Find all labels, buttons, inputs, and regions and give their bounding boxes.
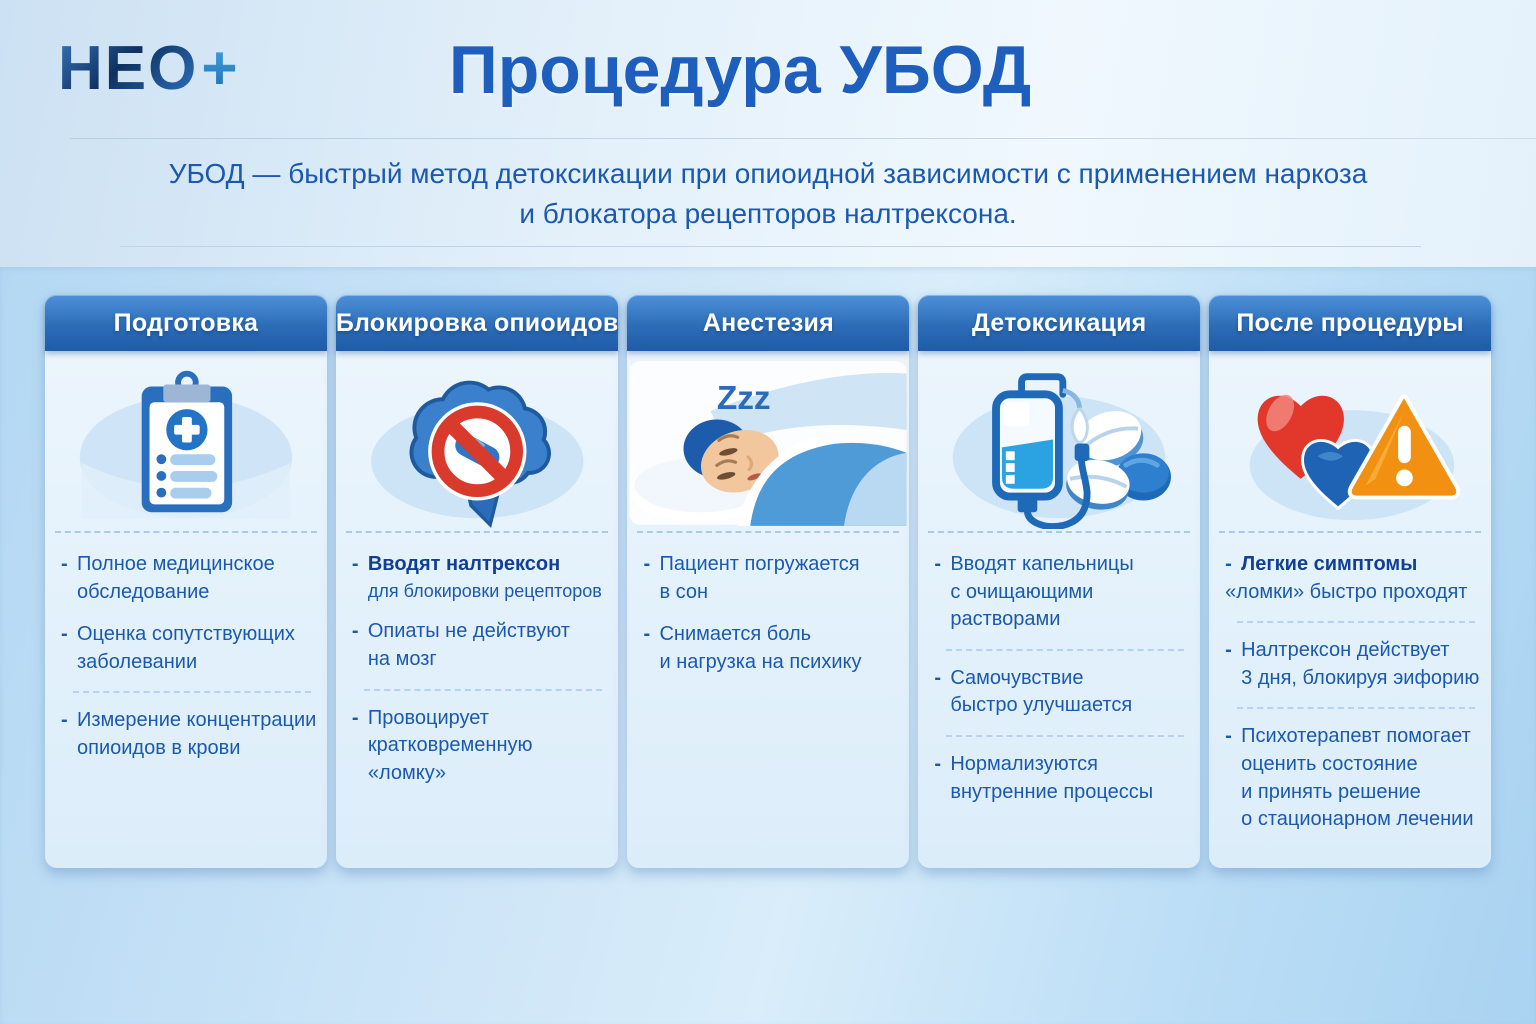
text-line: заболевании bbox=[77, 650, 198, 673]
logo-plus-icon: + bbox=[201, 34, 240, 103]
bullet-dash: - bbox=[934, 553, 941, 575]
step-card bbox=[1209, 295, 1491, 868]
bullet-dash: - bbox=[643, 623, 651, 646]
list-item-text bbox=[368, 618, 570, 673]
text-line: Вводят капельницы bbox=[950, 553, 1134, 575]
brain-no-opioids-icon bbox=[336, 351, 619, 529]
text-line: кратковременную bbox=[367, 734, 533, 757]
bullet-dash: - bbox=[1225, 725, 1232, 748]
bullet-dash: - bbox=[61, 709, 68, 732]
text-line: Нормализуются bbox=[950, 752, 1099, 775]
list-item-text bbox=[1241, 723, 1473, 833]
step-title: Блокировка опиоидов bbox=[335, 308, 619, 337]
content-section bbox=[0, 267, 1536, 1024]
step-details bbox=[45, 533, 327, 763]
list-item bbox=[352, 618, 611, 673]
hearts-warning-icon bbox=[1209, 351, 1491, 529]
step-details bbox=[627, 533, 909, 676]
step-details bbox=[1209, 533, 1491, 834]
list-item-text bbox=[77, 707, 316, 762]
text-line: 3 дня, блокируя эифорию bbox=[1241, 666, 1480, 689]
text-line: оценить состояние bbox=[1241, 752, 1418, 775]
step-card bbox=[45, 295, 327, 868]
step-details bbox=[918, 533, 1200, 806]
list-item bbox=[61, 551, 319, 606]
text-line: опиоидов в крови bbox=[77, 736, 241, 759]
list-item bbox=[934, 551, 1192, 634]
list-item-text bbox=[659, 551, 859, 606]
list-item-text bbox=[1225, 551, 1468, 606]
dashed-divider bbox=[1237, 621, 1475, 623]
list-item-text bbox=[950, 665, 1132, 720]
text-line: Легкие симптомы bbox=[1241, 553, 1418, 575]
divider-line bbox=[70, 138, 1536, 139]
step-card bbox=[336, 295, 619, 868]
step-header bbox=[1209, 295, 1491, 351]
list-item bbox=[643, 621, 901, 676]
header-section bbox=[0, 0, 1536, 267]
page-title: Процедура УБОД bbox=[448, 32, 1032, 108]
text-line: внутренние процессы bbox=[950, 780, 1154, 803]
text-line: «ломку» bbox=[367, 761, 447, 784]
step-header bbox=[918, 295, 1200, 351]
bullet-dash: - bbox=[934, 666, 941, 689]
iv-drip-pills-icon bbox=[918, 351, 1200, 529]
text-line: Налтрексон действует bbox=[1241, 639, 1450, 662]
bullet-dash: - bbox=[61, 623, 68, 646]
bullet-dash: - bbox=[351, 620, 359, 643]
step-title: После процедуры bbox=[1236, 308, 1464, 337]
text-line: Опиаты не действуют bbox=[367, 620, 570, 643]
dashed-divider bbox=[1237, 707, 1475, 709]
divider-line bbox=[120, 246, 1421, 247]
subtitle bbox=[0, 154, 1536, 234]
text-line: Полное медицинское bbox=[77, 553, 275, 575]
text-line: Психотерапевт помогает bbox=[1241, 725, 1471, 748]
step-header bbox=[627, 295, 909, 351]
text-line: для блокировки рецепторов bbox=[367, 580, 602, 601]
list-item-text bbox=[368, 705, 533, 788]
list-item bbox=[1225, 637, 1483, 692]
text-line: Оценка сопутствующих bbox=[77, 623, 295, 646]
text-line: на мозг bbox=[367, 648, 437, 671]
step-card bbox=[627, 295, 909, 868]
process-steps bbox=[0, 267, 1536, 868]
list-item bbox=[1225, 723, 1483, 833]
list-item bbox=[61, 707, 319, 762]
dashed-divider bbox=[946, 649, 1184, 651]
list-item bbox=[61, 621, 319, 676]
dashed-divider bbox=[73, 691, 311, 693]
step-card bbox=[918, 295, 1200, 868]
list-item-text bbox=[368, 551, 602, 603]
bullet-dash: - bbox=[934, 752, 941, 775]
list-item-text bbox=[77, 551, 275, 606]
step-title: Анестезия bbox=[702, 308, 834, 337]
list-item bbox=[352, 705, 611, 788]
list-item bbox=[643, 551, 901, 606]
text-line: обследование bbox=[77, 580, 210, 603]
text-line: Вводят налтрексон bbox=[367, 553, 561, 575]
bullet-dash: - bbox=[351, 706, 359, 729]
list-item-text bbox=[77, 621, 295, 676]
bullet-dash: - bbox=[1225, 553, 1232, 575]
bullet-dash: - bbox=[61, 553, 68, 575]
list-item bbox=[934, 665, 1192, 720]
dashed-divider bbox=[364, 689, 603, 691]
text-line: Самочувствие bbox=[950, 666, 1084, 689]
subtitle-line: и блокатора рецепторов налтрексона. bbox=[519, 198, 1017, 229]
subtitle-line: УБОД — быстрый метод детоксикации при опиоидной зависимости с применением наркоза bbox=[168, 158, 1368, 189]
clipboard-medical-icon bbox=[45, 357, 327, 529]
list-item-text bbox=[950, 551, 1133, 634]
list-item-text bbox=[950, 751, 1153, 806]
list-item-text bbox=[659, 621, 861, 676]
list-item bbox=[1225, 551, 1483, 606]
bullet-dash: - bbox=[643, 553, 651, 575]
step-header bbox=[336, 295, 619, 351]
sleeping-patient-icon bbox=[627, 351, 909, 529]
text-line: быстро улучшается bbox=[950, 694, 1133, 717]
step-title: Подготовка bbox=[113, 308, 259, 337]
dashed-divider bbox=[946, 735, 1184, 737]
iv-drip-pills-icon bbox=[918, 357, 1200, 529]
list-item-text bbox=[1241, 637, 1479, 692]
text-line: Провоцирует bbox=[367, 706, 489, 729]
step-title: Детоксикация bbox=[972, 308, 1147, 337]
text-line: о стационарном лечении bbox=[1241, 808, 1474, 831]
bullet-dash: - bbox=[351, 553, 359, 575]
logo-text: НЕО bbox=[58, 34, 199, 103]
text-line: «ломки» быстро проходят bbox=[1225, 580, 1468, 603]
text-line: в сон bbox=[659, 580, 709, 603]
hearts-warning-icon bbox=[1209, 357, 1491, 529]
text-line: растворами bbox=[950, 608, 1061, 631]
bullet-dash: - bbox=[1225, 639, 1232, 662]
text-line: и принять решение bbox=[1241, 780, 1421, 803]
text-line: и нагрузка на психику bbox=[659, 650, 862, 673]
text-line: Измерение концентрации bbox=[77, 709, 317, 732]
list-item bbox=[352, 551, 611, 603]
text-line: Снимается боль bbox=[659, 623, 812, 646]
clipboard-medical-icon bbox=[45, 351, 327, 529]
step-details bbox=[336, 533, 619, 787]
sleeping-patient-icon bbox=[627, 357, 909, 529]
step-header bbox=[45, 295, 327, 351]
brain-no-opioids-icon bbox=[336, 357, 619, 529]
zzz-label: Zzz bbox=[717, 380, 772, 418]
text-line: с очищающими bbox=[950, 580, 1094, 603]
text-line: Пациент погружается bbox=[659, 553, 860, 575]
list-item bbox=[934, 751, 1192, 806]
